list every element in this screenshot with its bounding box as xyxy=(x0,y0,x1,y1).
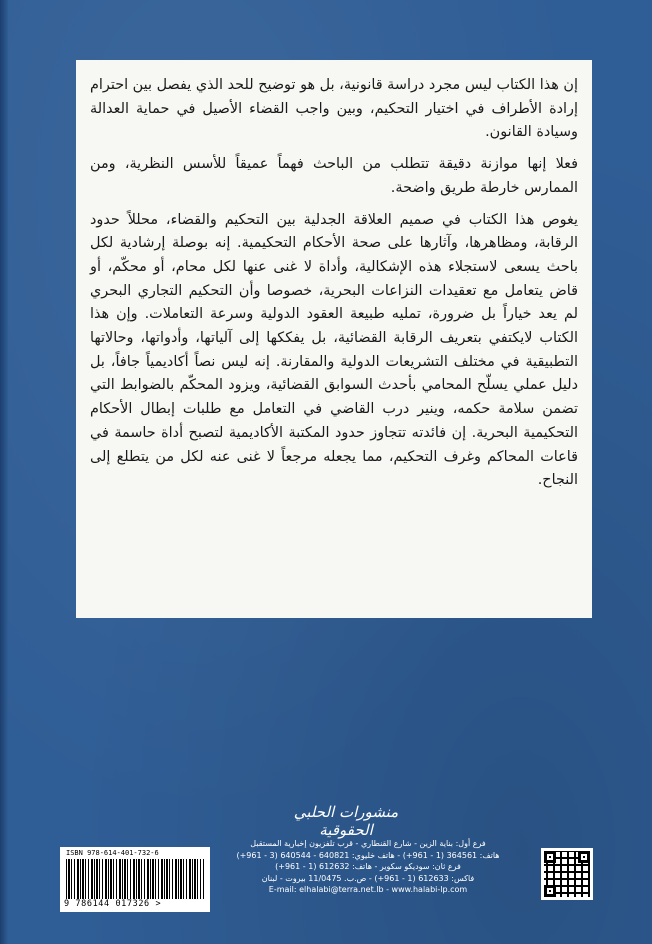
blurb-paragraph-2: فعلا إنها موازنة دقيقة تتطلب من الباحث فهماً عميقاً للأسس النظرية، ومن الممارس خارطة طريق واضحة. xyxy=(90,156,578,196)
publisher-logo: منشورات الحلبي الحقوقية xyxy=(293,803,399,839)
barcode-icon xyxy=(60,847,210,912)
address-line-3: فرع ثان: سوديكو سكوير - هاتف: 612632 (1 - 961+) xyxy=(275,862,461,872)
blurb-paragraph-1: إن هذا الكتاب ليس مجرد دراسة قانونية، بل هو توضيح للحد الذي يفصل بين احترام إرادة الأطراف في اختيار التحكيم، وبين واجب القضاء الأصيل في حماية العدالة وسيادة القانون. xyxy=(90,77,578,141)
blurb-panel xyxy=(76,60,592,618)
blurb-paragraph-3: يغوص هذا الكتاب في صميم العلاقة الجدلية بين التحكيم والقضاء، محللاً حدود الرقابة، ومظاهرها، وآثارها على صحة الأحكام التحكيمية. إنه بوصلة إرشادية لكل باحث يسعى لاستجلاء هذه الإشكالية، وأداة لا غنى عنها لكل محام، أو محكّم، أو قاض يتعامل مع تعقيدات النزاعات البحرية، خصوصا وأن التحكيم التجاري البحري لم يعد خياراً بل ضرورة، تمليه طبيعة العقود الدولية وسرعة التعاملات. وإن هذا الكتاب لايكتفي بتعريف الرقابة القضائية، بل يفككها إلى آلياتها، وأدواتها، وحالاتها التطبيقية في مختلف التشريعات الدولية والمقارنة. إنه ليس نصاً أكاديمياً جافاً، بل دليل عملي يسلّح المحامي بأحدث السوابق القضائية، ويزود المحكّم بالضوابط التي تضمن سلامة حكمه، وينير درب القاضي في التعامل مع طلبات إبطال الأحكام التحكيمية البحرية. إن فائدته تتجاوز حدود المكتبة الأكاديمية لتصبح أداة حاسمة في قاعات المحاكم وغرف التحكيم، مما يجعله مرجعاً لا غنى عنه لكل من يتطلع إلى النجاح. xyxy=(90,211,578,489)
book-spine-edge xyxy=(0,0,8,944)
qr-code-icon xyxy=(541,848,593,900)
barcode-bars xyxy=(66,859,204,899)
address-line-2: هاتف: 364561 (1 - 961+) - هاتف خليوي: 640821 - 640544 (3 - 961+) xyxy=(236,850,500,860)
address-line-1: فرع أول: بناية الزين - شارع القنطاري - قرب تلفزيون إخبارية المستقبل xyxy=(250,839,486,848)
publisher-contact xyxy=(218,838,518,908)
isbn-label: ISBN 978-614-401-732-6 xyxy=(66,849,159,857)
barcode-digits: 9 786144 017326 > xyxy=(64,899,162,909)
email-web-line: E-mail: elhalabi@terra.net.lb - www.halabi-lp.com xyxy=(268,885,468,895)
address-line-4: فاكس: 612633 (1 - 961+) - ص.ب. 11/0475 بيروت - لبنان xyxy=(261,873,475,883)
